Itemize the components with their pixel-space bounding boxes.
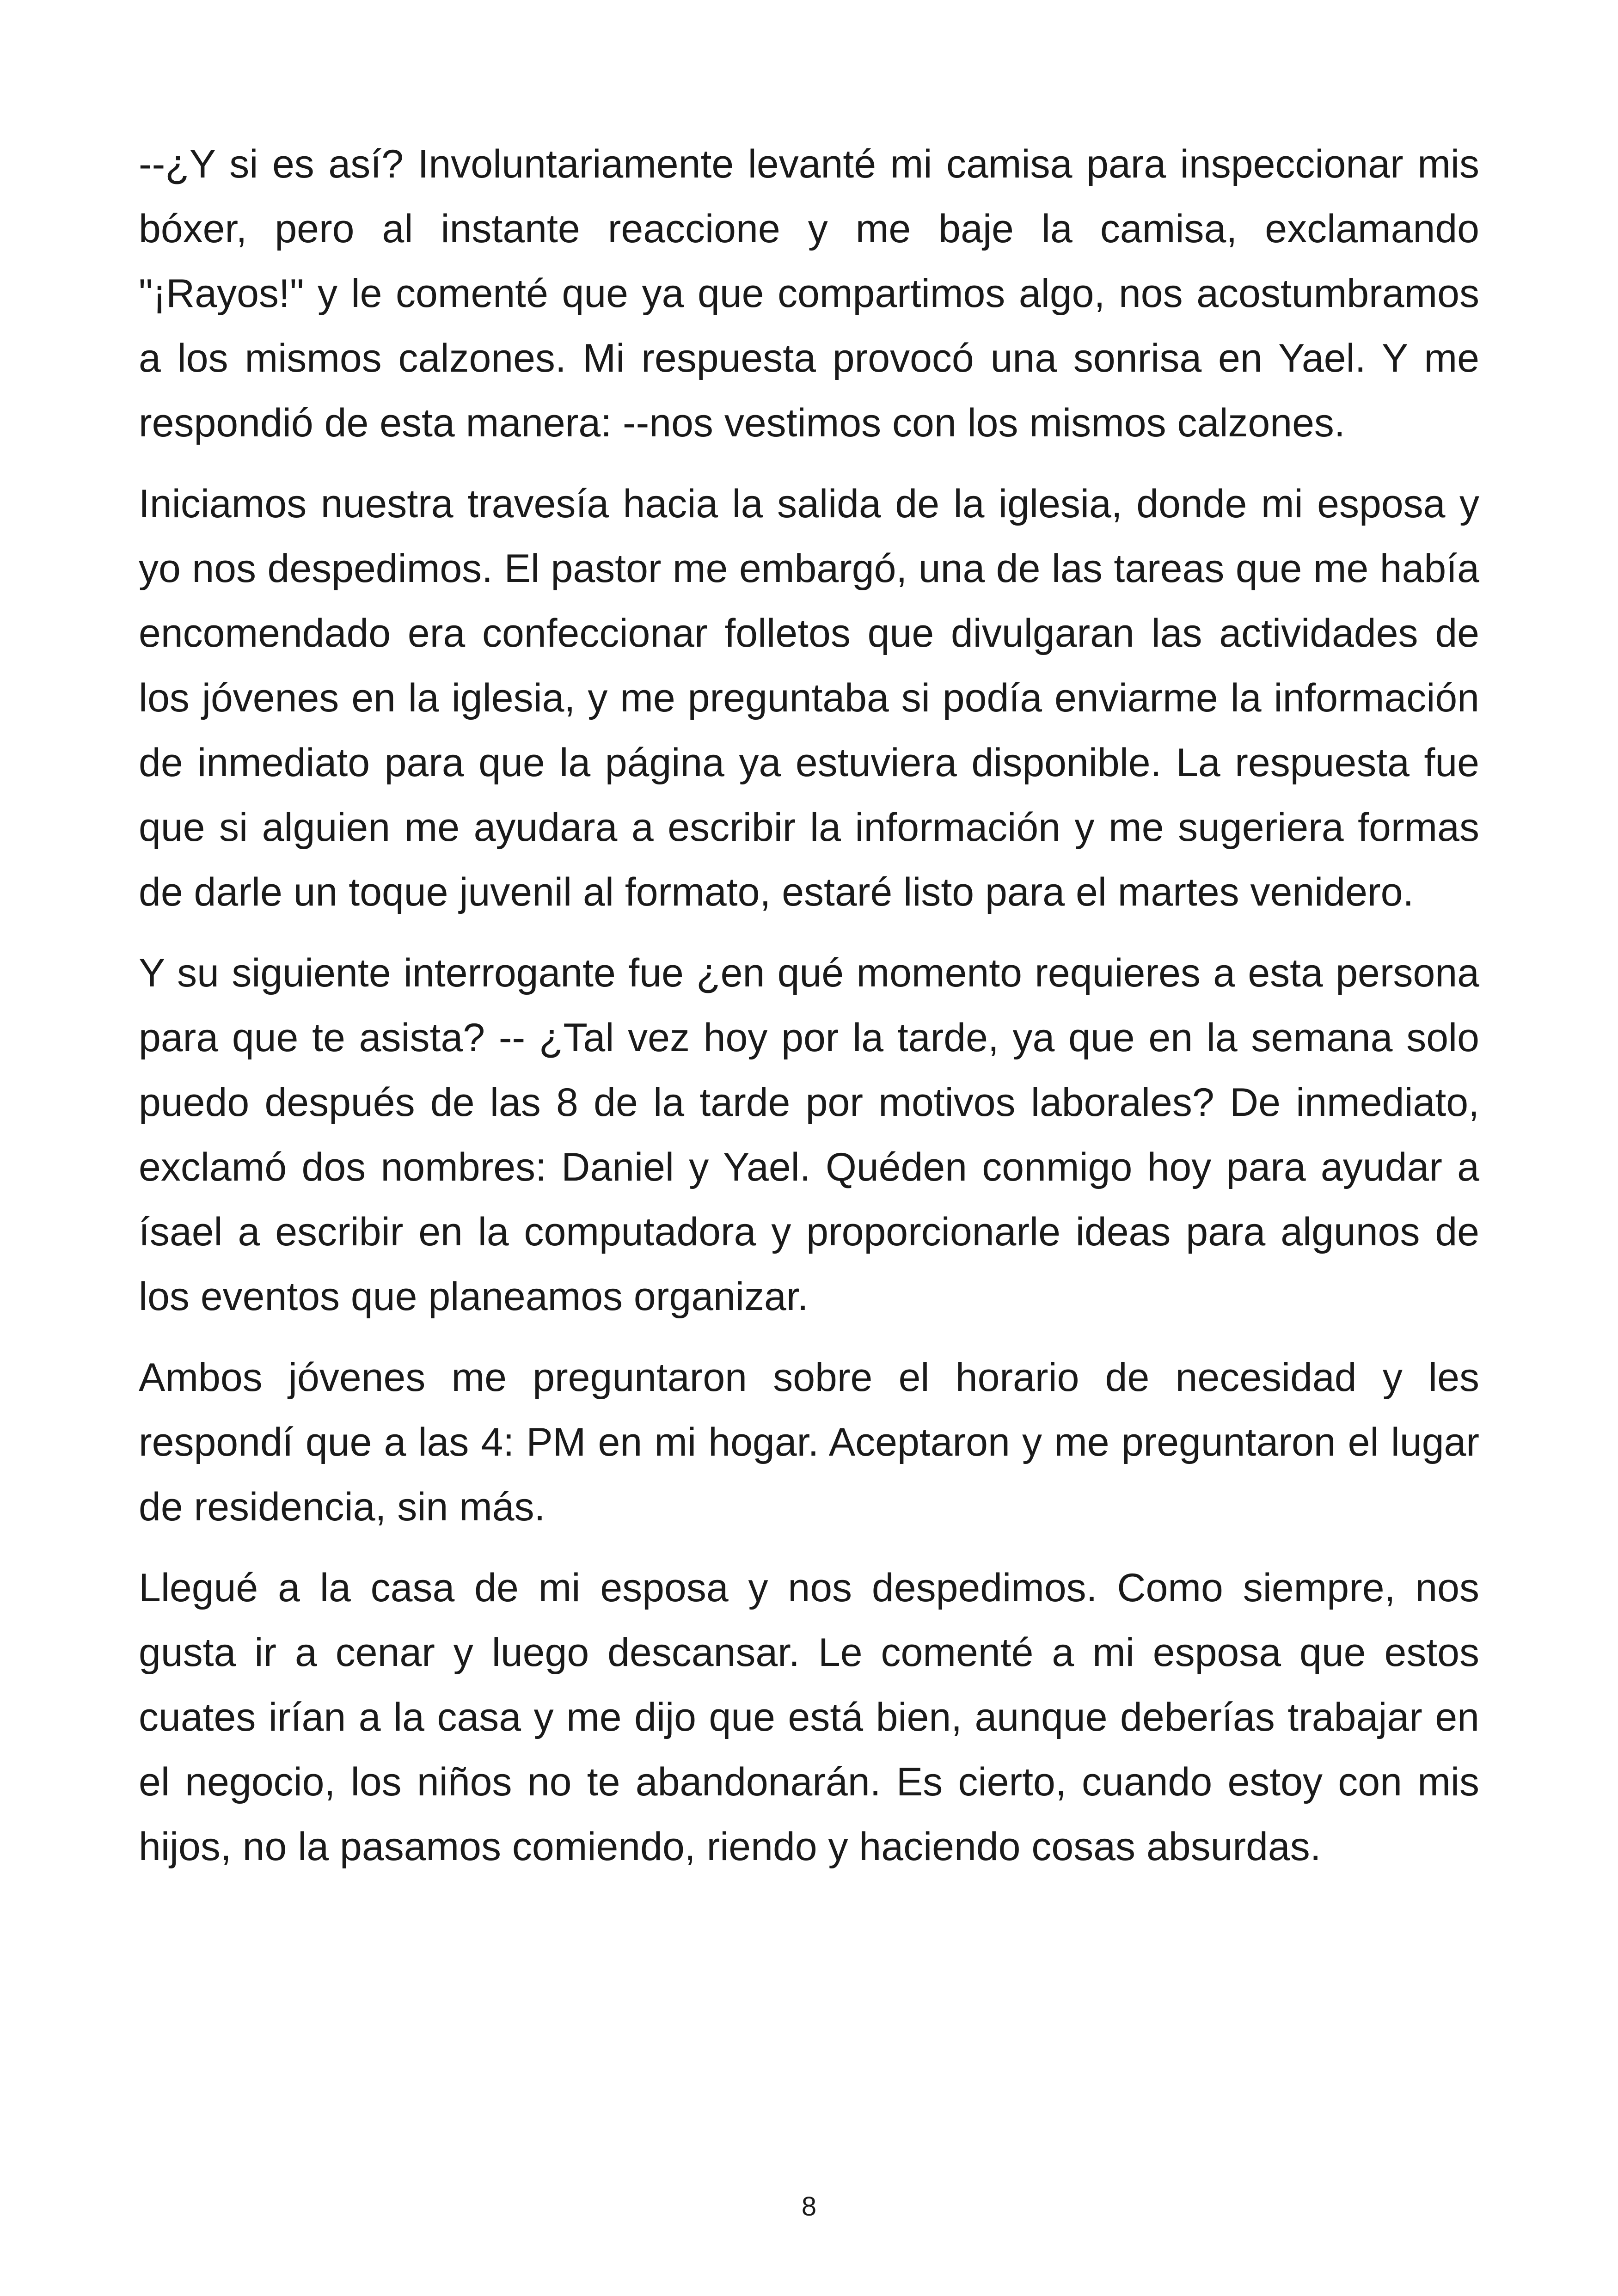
paragraph: Llegué a la casa de mi esposa y nos despedimos. Como siempre, nos gusta ir a cenar y luego descansar. Le comenté a mi esposa que estos cuates irían a la casa y me dijo que está bien, aunque deberías trabajar en el negocio, los niños no te abandonarán. Es cierto, cuando estoy con mis hijos, no la pasamos comiendo, riendo y haciendo cosas absurdas. xyxy=(139,1566,1479,1869)
paragraph: Ambos jóvenes me preguntaron sobre el horario de necesidad y les respondí que a las 4: PM en mi hogar. Aceptaron y me preguntaron el lugar de residencia, sin más. xyxy=(139,1355,1479,1529)
paragraph: Iniciamos nuestra travesía hacia la salida de la iglesia, donde mi esposa y yo nos despedimos. El pastor me embargó, una de las tareas que me había encomendado era confeccionar folletos que divulgaran las actividades de los jóvenes en la iglesia, y me preguntaba si podía enviarme la información de inmediato para que la página ya estuviera disponible. La respuesta fue que si alguien me ayudara a escribir la información y me sugeriera formas de darle un toque juvenil al formato, estaré listo para el martes venidero. xyxy=(139,482,1479,914)
body-text xyxy=(139,132,1479,1895)
page-number: 8 xyxy=(801,2192,817,2222)
paragraph: --¿Y si es así? Involuntariamente levanté mi camisa para inspeccionar mis bóxer, pero al instante reaccione y me baje la camisa, exclamando "¡Rayos!" y le comenté que ya que compartimos algo, nos acostumbramos a los mismos calzones. Mi respuesta provocó una sonrisa en Yael. Y me respondió de esta manera: --nos vestimos con los mismos calzones. xyxy=(139,142,1479,445)
paragraph: Y su siguiente interrogante fue ¿en qué momento requieres a esta persona para que te asista? -- ¿Tal vez hoy por la tarde, ya que en la semana solo puedo después de las 8 de la tarde por motivos laborales? De inmediato, exclamó dos nombres: Daniel y Yael. Quéden conmigo hoy para ayudar a ísael a escribir en la computadora y proporcionarle ideas para algunos de los eventos que planeamos organizar. xyxy=(139,951,1479,1319)
